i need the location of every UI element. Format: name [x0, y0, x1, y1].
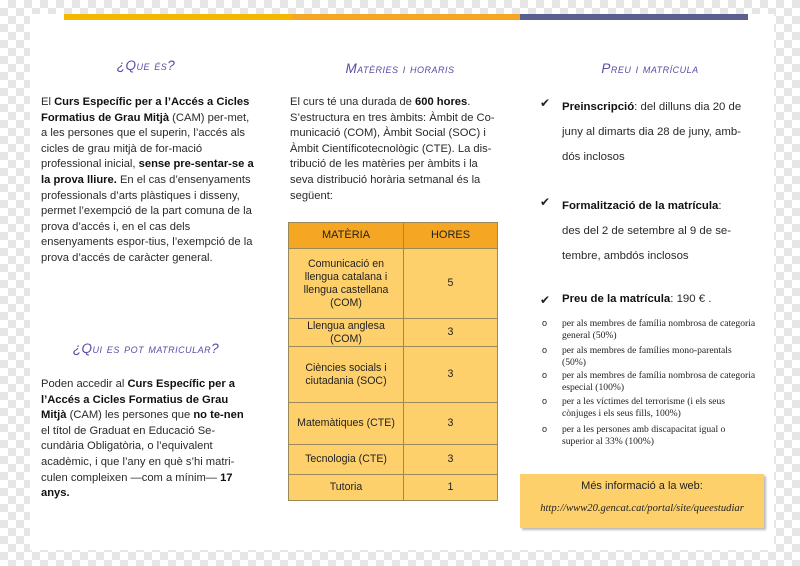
bullet-circle-icon: o [542, 424, 548, 434]
table-row [289, 249, 498, 319]
table-header-row [289, 223, 498, 249]
subject-cell: Comunicació en llengua catalana i llengua castellana (COM) [289, 249, 404, 319]
table-row [289, 347, 498, 403]
preinscripcio-label: Preinscripció [562, 101, 635, 113]
table-row [289, 403, 498, 445]
text-run: En el cas d’ensenyaments professionals d’arts plàstiques i disseny, permet l’exempció de la part comuna de la prova d’accés i, en el cas dels ensenyaments espor-tius, l’exempció de la prova d’accés de caràcter general. [41, 173, 253, 264]
no-tenen-bold: no te-nen [193, 409, 244, 422]
preinscripcio-item [562, 95, 758, 170]
preu-label: Preu de la matrícula [562, 293, 671, 305]
formalitzacio-label: Formalització de la matrícula [562, 200, 719, 212]
no-exam-bold: sense pre-sentar-se a la prova lliure. [41, 158, 254, 186]
hours-cell: 5 [404, 249, 498, 319]
preu-heading: Preu i matrícula [601, 61, 699, 76]
checkmark-icon: ✔ [540, 96, 551, 110]
preinscripcio-dates: : del dilluns dia 20 de juny al dimarts dia 28 de juny, amb-dós inclosos [562, 101, 742, 163]
discount-item: per als membres de família nombrosa de categoria general (50%) [562, 318, 756, 341]
que-es-heading: ¿Que és? [116, 58, 176, 73]
subject-cell: Tecnologia (CTE) [289, 445, 404, 475]
formalitzacio-colon: : [718, 200, 722, 212]
top-bar-yellow [64, 14, 292, 20]
bullet-circle-icon: o [542, 370, 548, 380]
subject-cell: Llengua anglesa (COM) [289, 319, 404, 347]
top-bar-orange [292, 14, 520, 20]
bullet-circle-icon: o [542, 396, 548, 406]
text-run: El [41, 96, 55, 108]
info-url-link[interactable]: http://www20.gencat.cat/portal/site/queestudiar [540, 503, 744, 514]
qui-heading: ¿Qui es pot matricular? [72, 341, 220, 356]
hours-cell: 3 [404, 319, 498, 347]
top-bar-blue [520, 14, 748, 20]
subject-cell: Ciències socials i ciutadania (SOC) [289, 347, 404, 403]
course-name-bold: Curs Específic per a l’Accés a Cicles Formatius de Grau Mitjà [41, 96, 250, 124]
text-run: El curs té una durada de [290, 96, 416, 108]
table-row [289, 319, 498, 347]
hours-cell: 3 [404, 403, 498, 445]
course-name-bold: Curs Específic per a l’Accés a Cicles Formatius de Grau Mitjà [41, 378, 236, 422]
text-run: . S’estructura en tres àmbits: Àmbit de Co-municació (COM), Àmbit Social (SOC) i Àmbit Científicotecnològic (CTE). La dis-tribució de les matèries per àmbits i la seva distribució horària setmanal és la següent: [290, 96, 495, 202]
materies-intro [290, 95, 502, 204]
materies-heading: Matèries i horaris [345, 61, 455, 76]
table-row [289, 445, 498, 475]
discount-item: per als membres de famílies mono-parentals (50%) [562, 345, 732, 368]
header-hores: HORES [404, 223, 498, 249]
checkmark-icon: ✔ [540, 293, 551, 307]
header-materia: MATÈRIA [289, 223, 404, 249]
hours-cell: 3 [404, 445, 498, 475]
text-run: el títol de Graduat en Educació Se-cundària Obligatòria, o l’equivalent acadèmic, i que l’any en què s’hi matri-culen compleixen —com a mínim— [41, 424, 235, 484]
text-run: Poden accedir al [41, 378, 128, 390]
preu-value: : 190 € . [670, 293, 712, 305]
subject-cell: Tutoria [289, 475, 404, 501]
discount-item: per als membres de família nombrosa de categoria especial (100%) [562, 370, 756, 393]
text-run: (CAM) per-met, a les persones que el superin, l’accés als cicles de grau mitjà de for-mació professional inicial, [41, 111, 250, 171]
age-bold: 17 anys. [41, 471, 233, 500]
bullet-circle-icon: o [542, 345, 548, 355]
subject-cell: Matemàtiques (CTE) [289, 403, 404, 445]
discount-item: per a les persones amb discapacitat igual o superior al 33% (100%) [562, 424, 726, 447]
que-es-paragraph [41, 95, 255, 267]
text-run: (CAM) les persones que [66, 409, 194, 422]
info-title: Més informació a la web: [581, 480, 703, 492]
bullet-circle-icon: o [542, 318, 548, 328]
table-row [289, 475, 498, 501]
checkmark-icon: ✔ [540, 195, 551, 209]
info-box [520, 474, 764, 528]
qui-paragraph [41, 377, 255, 502]
hours-table [288, 222, 498, 501]
hours-cell: 3 [404, 347, 498, 403]
formalitzacio-dates: des del 2 de setembre al 9 de se-tembre, ambdós inclosos [562, 225, 732, 262]
discount-item: per a les víctimes del terrorisme (i els seus cònjuges i els seus fills, 100%) [562, 396, 726, 419]
preu-item [562, 292, 758, 308]
hours-cell: 1 [404, 475, 498, 501]
hours-bold: 600 hores [415, 96, 468, 108]
formalitzacio-item [562, 194, 758, 269]
